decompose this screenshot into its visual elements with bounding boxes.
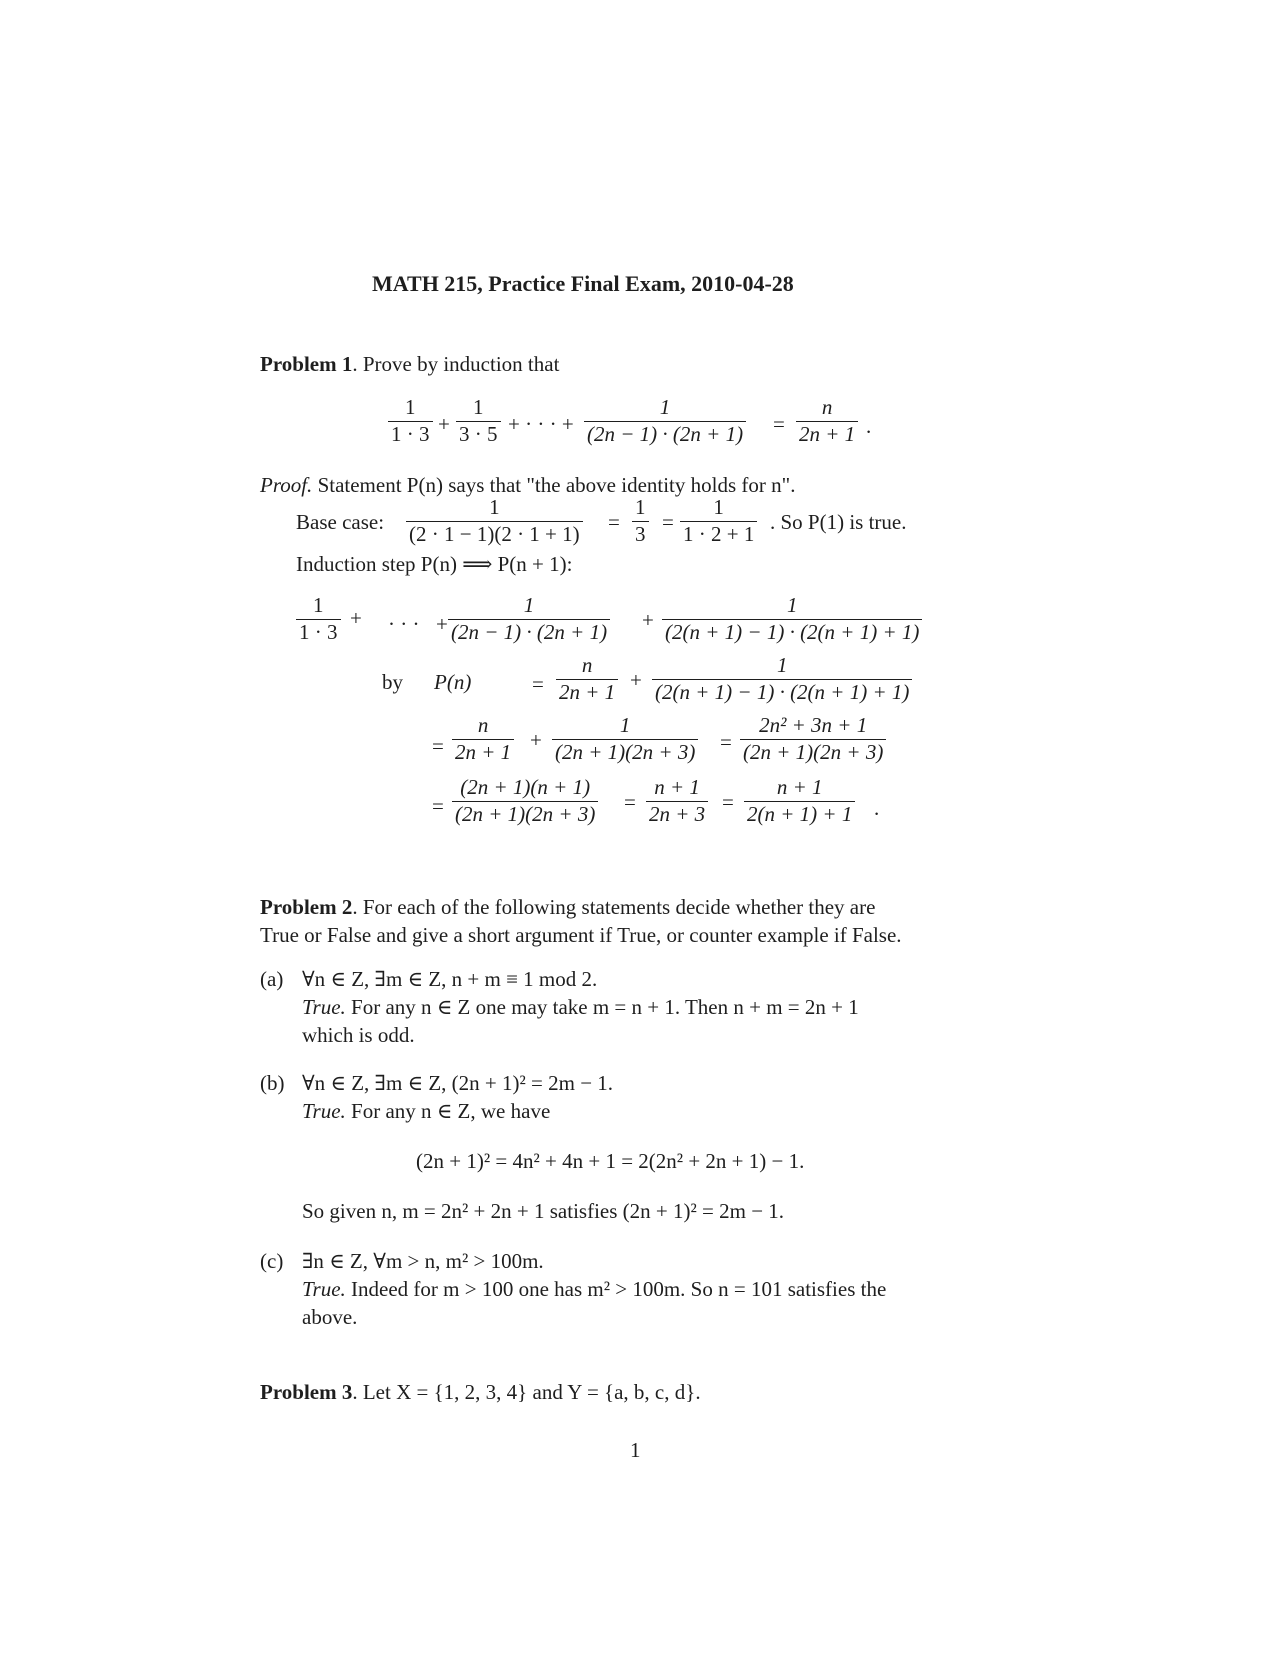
part-a-text-1: For any n ∈ Z one may take m = n + 1. Then n + m = 2n + 1: [345, 995, 859, 1019]
ind-l4-eq-3: =: [722, 790, 734, 814]
base-eq-2: =: [662, 510, 674, 534]
ind-l1-first: 1 1 · 3: [296, 594, 341, 644]
ind-l3-second: 1 (2n + 1)(2n + 3): [552, 714, 698, 764]
eq-term-general: 1 (2n − 1) · (2n + 1): [584, 396, 746, 446]
part-b-display-eq: (2n + 1)² = 4n² + 4n + 1 = 2(2n² + 2n + 1) − 1.: [416, 1149, 805, 1173]
eq-equals: =: [773, 412, 785, 436]
part-a-text-2: which is odd.: [302, 1023, 415, 1047]
problem-2-line-2: True or False and give a short argument if True, or counter example if False.: [260, 923, 902, 947]
ind-l2-by: by: [382, 670, 403, 694]
part-c-verdict: True.: [302, 1277, 346, 1301]
ind-l3-plus: +: [530, 728, 542, 752]
problem-1-heading: [260, 352, 559, 376]
ind-l1-next: 1 (2(n + 1) − 1) · (2(n + 1) + 1): [662, 594, 922, 644]
proof-text: Statement P(n) says that "the above identity holds for n".: [312, 473, 796, 497]
proof-statement: [260, 473, 795, 497]
eq-dots: + · · · +: [508, 412, 574, 436]
page-number: 1: [630, 1438, 641, 1462]
ind-l4-eq-2: =: [624, 790, 636, 814]
problem-3-text: . Let X = {1, 2, 3, 4} and Y = {a, b, c, d}.: [352, 1380, 701, 1404]
part-b-tag: (b): [260, 1071, 285, 1095]
part-c-text-1: Indeed for m > 100 one has m² > 100m. So n = 101 satisfies the: [345, 1277, 887, 1301]
ind-l3-third: 2n² + 3n + 1 (2n + 1)(2n + 3): [740, 714, 886, 764]
eq-rhs: n 2n + 1: [796, 396, 858, 446]
part-b-text-2: So given n, m = 2n² + 2n + 1 satisfies (2n + 1)² = 2m − 1.: [302, 1199, 785, 1223]
base-frac-1: 1 (2 · 1 − 1)(2 · 1 + 1): [406, 496, 583, 546]
part-a-verdict: True.: [302, 995, 346, 1019]
part-a-answer: [302, 995, 859, 1019]
base-case-label: Base case:: [296, 510, 385, 534]
problem-1-intro: . Prove by induction that: [352, 352, 560, 376]
page-title: MATH 215, Practice Final Exam, 2010-04-28: [372, 271, 794, 296]
proof-label: Proof.: [260, 473, 313, 497]
problem-2-label: Problem 2: [260, 895, 353, 919]
problem-2-heading: [260, 895, 875, 919]
part-a-tag: (a): [260, 967, 284, 991]
part-b-answer: [302, 1099, 550, 1123]
ind-l1-dots: · · ·: [388, 612, 420, 636]
problem-1-label: Problem 1: [260, 352, 353, 376]
ind-l3-eq: =: [432, 734, 444, 758]
eq-term-1: 1 1 · 3: [388, 396, 433, 446]
base-eq-1: =: [608, 510, 620, 534]
ind-l1-plus-2: +: [436, 612, 448, 636]
part-b-verdict: True.: [302, 1099, 346, 1123]
eq-plus: +: [438, 412, 450, 436]
part-c-answer: [302, 1277, 886, 1301]
eq-term-2: 1 3 · 5: [456, 396, 501, 446]
ind-l1-plus: +: [350, 606, 362, 630]
ind-l2-plus: +: [630, 668, 642, 692]
ind-l2-pn: P(n): [434, 670, 472, 694]
ind-l4-second: n + 1 2n + 3: [646, 776, 708, 826]
induction-step-label: Induction step P(n) ⟹ P(n + 1):: [296, 552, 573, 576]
ind-l2-eq: =: [532, 672, 544, 696]
ind-l4-first: (2n + 1)(n + 1) (2n + 1)(2n + 3): [452, 776, 598, 826]
ind-l1-general: 1 (2n − 1) · (2n + 1): [448, 594, 610, 644]
ind-l3-first: n 2n + 1: [452, 714, 514, 764]
ind-l2-first: n 2n + 1: [556, 654, 618, 704]
ind-l2-second: 1 (2(n + 1) − 1) · (2(n + 1) + 1): [652, 654, 912, 704]
base-case-conclusion: . So P(1) is true.: [770, 510, 907, 534]
base-frac-3: 1 1 · 2 + 1: [680, 496, 757, 546]
problem-3-label: Problem 3: [260, 1380, 353, 1404]
problem-3-heading: [260, 1380, 701, 1404]
eq-period: .: [866, 414, 872, 438]
ind-l4-third: n + 1 2(n + 1) + 1: [744, 776, 855, 826]
part-c-text-2: above.: [302, 1305, 358, 1329]
part-c-tag: (c): [260, 1249, 284, 1273]
ind-l4-eq: =: [432, 794, 444, 818]
ind-l1-plus-3: +: [642, 608, 654, 632]
part-c-statement: ∃n ∈ Z, ∀m > n, m² > 100m.: [302, 1249, 544, 1273]
part-b-text-1: For any n ∈ Z, we have: [345, 1099, 551, 1123]
ind-l3-eq-2: =: [720, 730, 732, 754]
part-a-statement: ∀n ∈ Z, ∃m ∈ Z, n + m ≡ 1 mod 2.: [302, 967, 598, 991]
part-b-statement: ∀n ∈ Z, ∃m ∈ Z, (2n + 1)² = 2m − 1.: [302, 1071, 614, 1095]
ind-l4-period: .: [874, 796, 880, 820]
problem-2-line-1: . For each of the following statements decide whether they are: [352, 895, 876, 919]
base-frac-2: 1 3: [632, 496, 649, 546]
